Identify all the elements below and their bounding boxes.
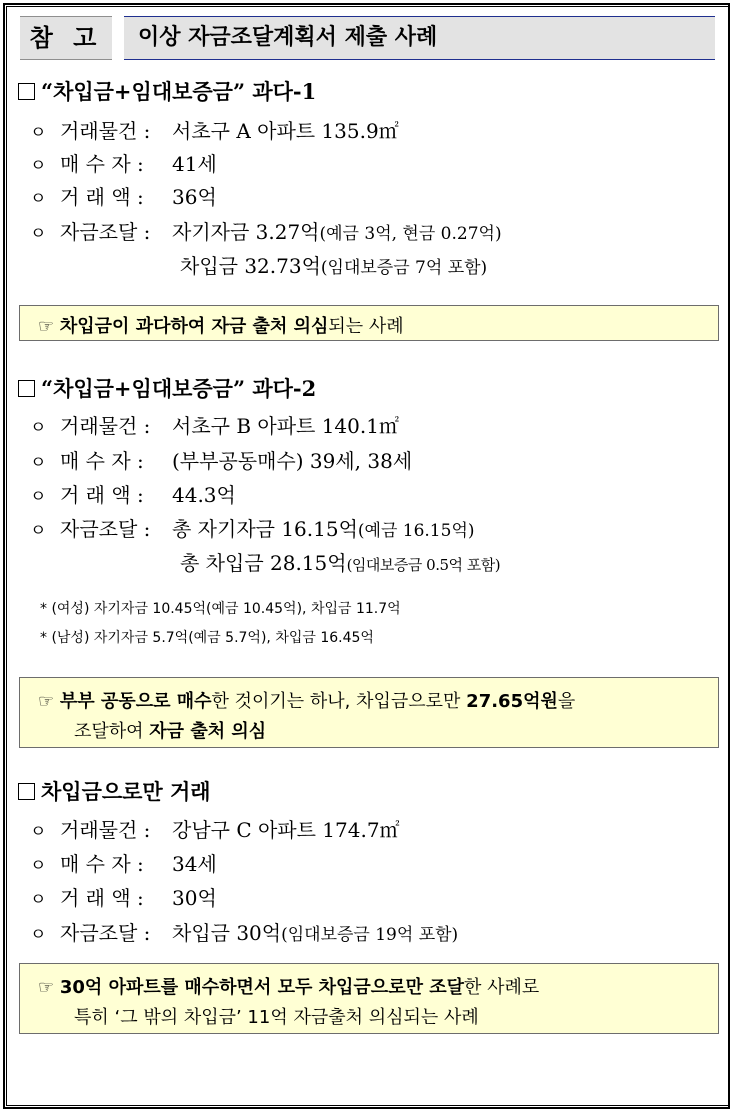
detail-row [30,479,236,508]
detail-continuation [180,250,487,279]
circle-bullet-icon: ㅇ [30,224,47,244]
detail-row [30,848,217,877]
callout-text: 되는 사례 [328,316,404,337]
continuation-value: 총 차입금 28.15억 [180,551,347,575]
row-value: 서초구 B 아파트 140.1㎡ [172,414,399,438]
section-title-text: “차입금+임대보증금” 과다-1 [41,79,317,104]
row-value-detail: (예금 3억, 현금 0.27억) [319,224,502,244]
footnote: * (여성) 자기자금 10.45억(예금 10.45억), 차입금 11.7억 [40,601,401,617]
circle-bullet-icon: ㅇ [30,418,47,438]
row-value: (부부공동매수) 39세, 38세 [172,449,413,473]
circle-bullet-icon: ㅇ [30,453,47,473]
callout-box-2 [19,677,719,748]
row-label: 자금조달 : [60,517,151,541]
row-value: 강남구 C 아파트 174.7㎡ [172,818,400,842]
detail-row [30,513,475,542]
row-value-detail: (예금 16.15억) [357,521,475,541]
detail-row [30,410,399,439]
row-label: 거래물건 : [60,414,151,438]
callout-text: 을 [557,691,576,712]
row-value: 차입금 30억 [172,921,282,945]
row-label: 거 래 액 : [60,483,144,507]
section-title-text: “차입금+임대보증금” 과다-2 [41,376,317,401]
row-value: 30억 [172,886,217,910]
row-label: 매 수 자 : [60,152,144,176]
callout-text: 한 것이기는 하나, 차입금으로만 [211,691,467,712]
detail-continuation [180,547,500,576]
checkbox-square-icon [18,83,35,100]
callout-box-1 [19,305,719,341]
section-1-title [18,76,316,106]
footnote: * (남성) 자기자금 5.7억(예금 5.7억), 차입금 16.45억 [40,630,374,646]
row-value: 34세 [172,852,217,876]
circle-bullet-icon: ㅇ [30,521,47,541]
section-3-title [18,776,211,806]
callout-text-bold: 자금 출처 의심 [149,721,267,742]
row-label: 거래물건 : [60,119,151,143]
pointing-hand-icon: ☞ [38,691,55,712]
circle-bullet-icon: ㅇ [30,123,47,143]
detail-row [30,917,458,946]
circle-bullet-icon: ㅇ [30,189,47,209]
detail-row [30,148,217,177]
detail-row [30,115,399,144]
checkbox-square-icon [18,380,35,397]
row-label: 자금조달 : [60,220,151,244]
callout-text-bold: 27.65억원 [466,691,558,712]
callout-text-bold: 차입금이 과다하여 자금 출처 의심 [59,316,329,337]
callout-text-bold: 30억 아파트를 매수하면서 모두 차입금으로만 조달 [59,977,465,998]
section-2-title [18,373,316,403]
row-value: 36억 [172,185,217,209]
circle-bullet-icon: ㅇ [30,822,47,842]
circle-bullet-icon: ㅇ [30,156,47,176]
pointing-hand-icon: ☞ [38,316,55,337]
row-label: 매 수 자 : [60,852,144,876]
row-label: 매 수 자 : [60,449,144,473]
callout-text: 한 사례로 [464,977,540,998]
row-label: 거래물건 : [60,818,151,842]
row-label: 거 래 액 : [60,185,144,209]
callout-text: 특히 ‘그 밖의 차입금’ 11억 자금출처 의심되는 사례 [74,1007,479,1028]
circle-bullet-icon: ㅇ [30,856,47,876]
pointing-hand-icon: ☞ [38,977,55,998]
callout-text-bold: 부부 공동으로 매수 [59,691,212,712]
row-value: 총 자기자금 16.15억 [172,517,358,541]
page-title: 이상 자금조달계획서 제출 사례 [124,16,715,60]
row-value: 44.3억 [172,483,236,507]
circle-bullet-icon: ㅇ [30,487,47,507]
continuation-detail: (임대보증금 7억 포함) [320,258,488,278]
row-value-detail: (임대보증금 19억 포함) [281,925,459,945]
row-label: 자금조달 : [60,921,151,945]
continuation-value: 차입금 32.73억 [180,254,321,278]
detail-row [30,181,217,210]
checkbox-square-icon [18,783,35,800]
circle-bullet-icon: ㅇ [30,890,47,910]
row-value: 41세 [172,152,217,176]
detail-row [30,814,400,843]
row-value: 자기자금 3.27억 [172,220,320,244]
row-value: 서초구 A 아파트 135.9㎡ [172,119,399,143]
callout-text: 조달하여 [74,721,150,742]
reference-tag: 참 고 [20,16,112,60]
circle-bullet-icon: ㅇ [30,925,47,945]
row-label: 거 래 액 : [60,886,144,910]
detail-row [30,882,217,911]
callout-box-3 [19,963,719,1034]
detail-row [30,216,502,245]
detail-row [30,445,412,474]
section-title-text: 차입금으로만 거래 [41,779,211,804]
continuation-detail: (임대보증금 0.5억 포함) [346,556,501,574]
